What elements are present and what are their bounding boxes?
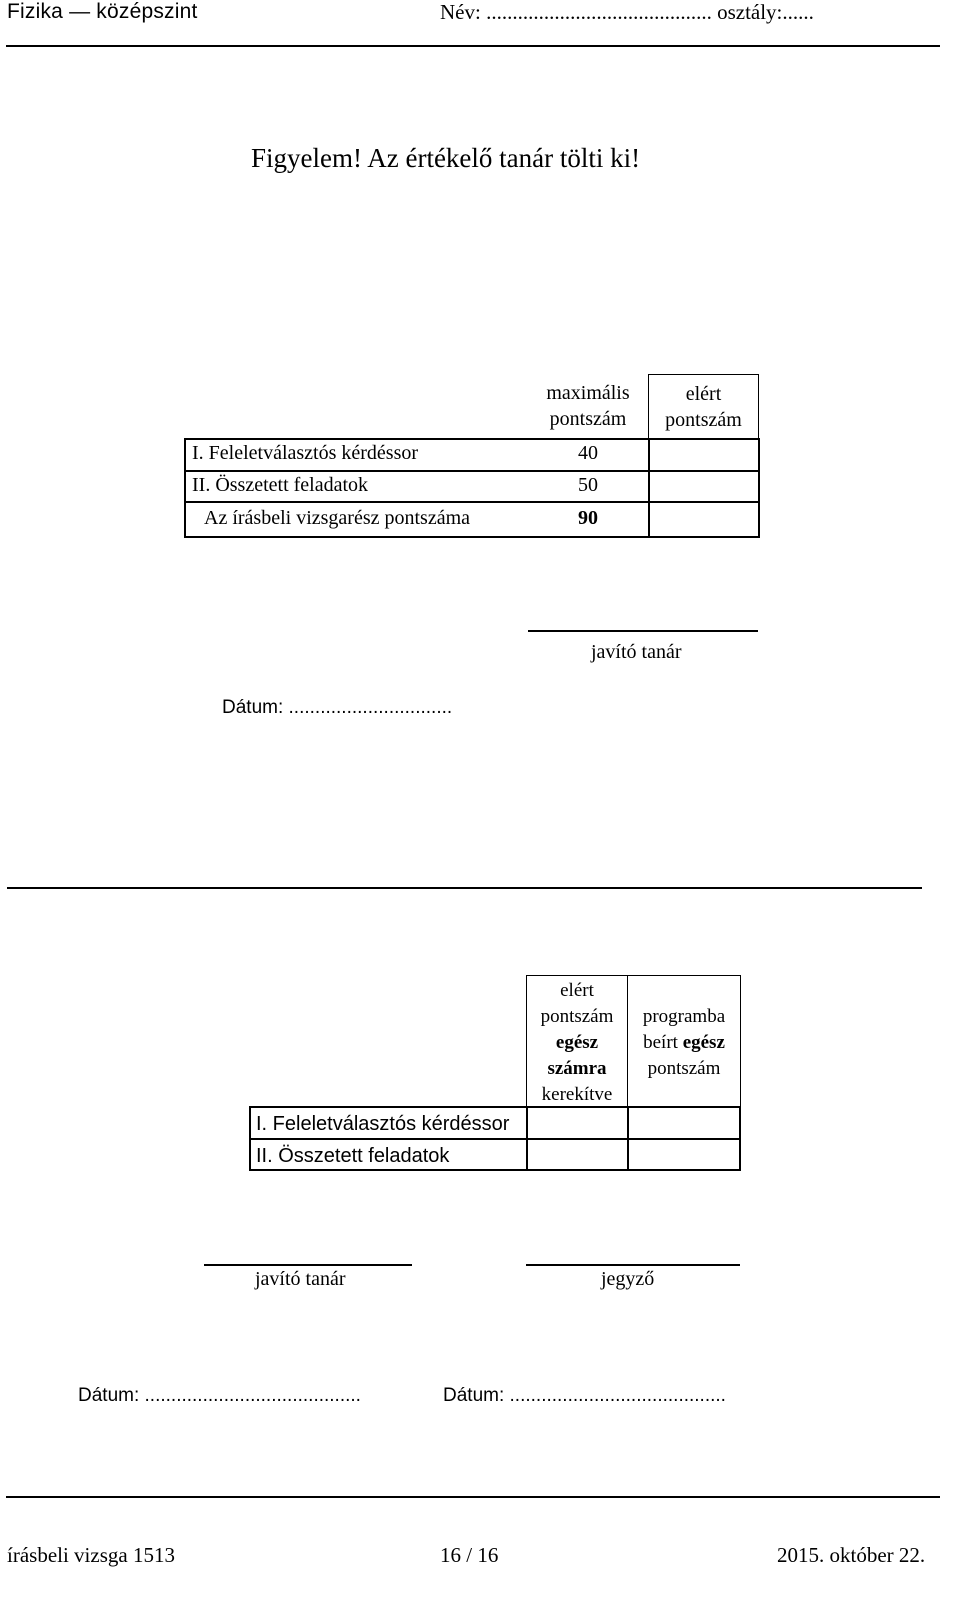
- t1-header-got: [648, 374, 759, 438]
- t2-vline-2: [627, 1106, 629, 1171]
- sig1-line: [528, 630, 758, 632]
- t1-vline-right: [758, 438, 760, 538]
- t2-col1-l1: elért: [560, 980, 594, 1001]
- t1-line-top: [185, 438, 759, 440]
- t2-vline-right: [739, 1106, 741, 1171]
- t1-header-got-l1: elért: [685, 383, 722, 405]
- t1-row2-max: 50: [578, 474, 598, 496]
- t2-col2-l2: [628, 1030, 740, 1056]
- sig2-left-line: [204, 1264, 412, 1266]
- t2-header-col1: [526, 975, 628, 1107]
- t2-vline-left: [249, 1106, 251, 1171]
- sig2-right-label: jegyző: [601, 1268, 655, 1290]
- t2-col1-l3: egész: [555, 1032, 599, 1053]
- t1-header-max-l1: maximális: [546, 382, 630, 404]
- sig2-right-line: [526, 1264, 740, 1266]
- sig1-label: javító tanár: [591, 641, 682, 663]
- t1-header-got-l2: pontszám: [665, 409, 742, 431]
- t1-header-max-l2: pontszám: [549, 408, 627, 430]
- t2-header-col2: [628, 975, 741, 1107]
- t2-col2-l2b: egész: [682, 1032, 725, 1053]
- footer-center: 16 / 16: [440, 1543, 499, 1567]
- header-name-field: Név: ........................................... osztály:......: [440, 0, 814, 24]
- t1-line-2: [185, 501, 759, 503]
- t2-line-top: [249, 1106, 741, 1108]
- t2-col1-l4: számra: [547, 1058, 607, 1079]
- footer-rule: [6, 1496, 940, 1498]
- footer-right: 2015. október 22.: [777, 1543, 926, 1567]
- t1-line-bottom: [185, 536, 759, 538]
- t2-col2-l1: programba: [642, 1006, 726, 1027]
- t2-col2-l2a: beírt: [643, 1032, 678, 1053]
- t1-line-1: [185, 470, 759, 472]
- t1-vline-left: [184, 438, 186, 538]
- sig2-right-date: Dátum: .........................................: [443, 1385, 726, 1406]
- sig2-left-date: Dátum: .........................................: [78, 1385, 361, 1406]
- t2-row1-label: I. Feleletválasztós kérdéssor: [256, 1113, 510, 1135]
- t1-row2-label: II. Összetett feladatok: [192, 474, 369, 496]
- t1-total-label: Az írásbeli vizsgarész pontszáma: [204, 507, 471, 529]
- section-separator: [7, 887, 922, 889]
- t1-row1-max: 40: [578, 442, 598, 464]
- t2-row2-label: II. Összetett feladatok: [256, 1145, 450, 1167]
- t1-row1-label: I. Feleletválasztós kérdéssor: [192, 442, 419, 464]
- header-subject: Fizika — középszint: [7, 0, 198, 23]
- notice-title: Figyelem! Az értékelő tanár tölti ki!: [251, 143, 641, 173]
- t2-col2-l3: pontszám: [647, 1058, 721, 1079]
- t2-line-1: [249, 1138, 741, 1140]
- footer-left: írásbeli vizsga 1513: [7, 1543, 175, 1567]
- t2-col1-l2: pontszám: [540, 1006, 614, 1027]
- t2-vline-1: [526, 1106, 528, 1171]
- t1-vline-mid: [648, 438, 650, 538]
- sig2-left-label: javító tanár: [255, 1268, 346, 1290]
- t2-col1-l5: kerekítve: [541, 1084, 613, 1105]
- header-rule: [6, 45, 940, 47]
- sig1-date: Dátum: ...............................: [222, 697, 453, 718]
- t2-line-bottom: [249, 1169, 741, 1171]
- t1-total-max: 90: [578, 507, 598, 529]
- t1-header-max: [528, 380, 648, 438]
